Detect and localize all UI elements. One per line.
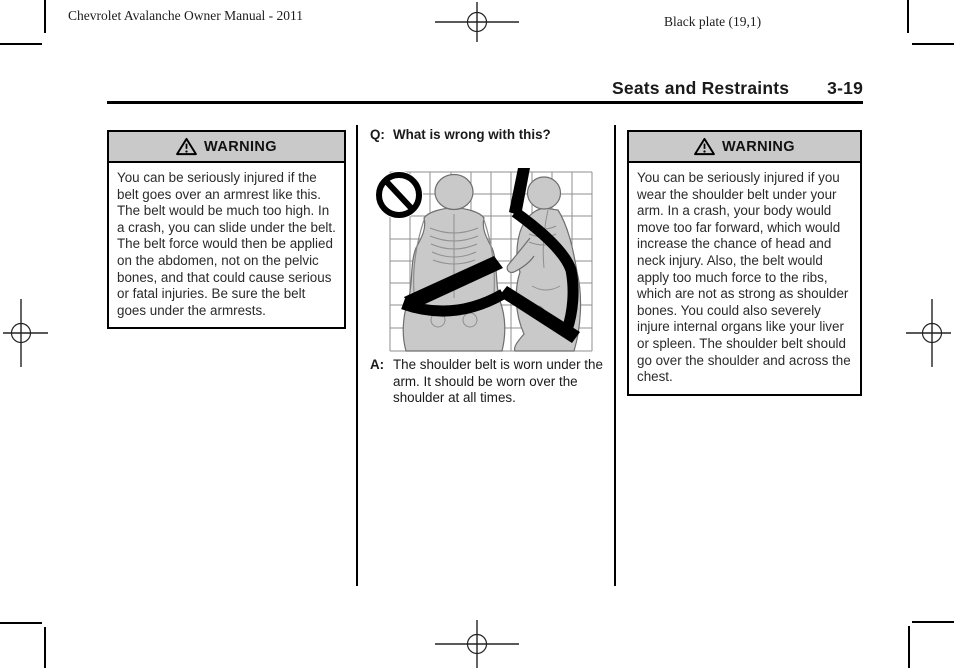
- crop-mark-top-left-v: [44, 0, 46, 33]
- warning-triangle-icon: [694, 137, 715, 156]
- registration-mark-bottom-center-icon: [435, 620, 519, 668]
- warning-triangle-icon: [176, 137, 197, 156]
- warning-body-text: You can be seriously injured if the belt goes over an armrest like this. The belt would be much too high. In a crash, you can slide under the belt. The belt force would then be applied on the abdomen, not on the pelvic bones, and that could cause serious or fatal injuries. Be sure the belt goes under the armrests.: [117, 170, 336, 318]
- registration-mark-left-middle-icon: [0, 299, 48, 367]
- warning-label: WARNING: [204, 138, 277, 155]
- answer-block: [370, 357, 604, 407]
- header-rule: [107, 101, 863, 104]
- warning-body-text: You can be seriously injured if you wear the shoulder belt under your arm. In a crash, your body would move too far forward, which would increase the chance of head and neck injury. Also, the belt would apply too much force to the ribs, which are not as strong as shoulder bones. You could also severely injure internal organs like your liver or spleen. The shoulder belt should go over the shoulder and across the chest.: [637, 170, 851, 385]
- warning-box-shoulder-belt: [627, 130, 862, 396]
- section-title: Seats and Restraints: [612, 78, 790, 98]
- answer-label: A:: [370, 357, 385, 372]
- warning-box-armrest: [107, 130, 346, 329]
- crop-mark-top-right-v: [907, 0, 909, 33]
- registration-mark-right-middle-icon: [906, 299, 954, 367]
- warning-box-header: [109, 132, 344, 163]
- prohibition-icon: [375, 171, 423, 219]
- crop-mark-top-right-h: [912, 43, 954, 45]
- question-label: Q:: [370, 127, 385, 142]
- running-header: [107, 78, 863, 99]
- column-divider-right: [614, 125, 616, 586]
- crop-mark-bottom-right-v: [908, 626, 910, 668]
- slug-plate-info: Black plate (19,1): [664, 14, 762, 29]
- question-block: [370, 127, 604, 144]
- crop-mark-bottom-left-v: [44, 627, 46, 668]
- warning-label: WARNING: [722, 138, 795, 155]
- crop-mark-bottom-left-h: [0, 622, 42, 624]
- crop-mark-bottom-right-h: [912, 621, 954, 623]
- answer-text: The shoulder belt is worn under the arm. It should be worn over the shoulder at all times.: [393, 357, 603, 406]
- registration-mark-top-center-icon: [435, 2, 519, 42]
- slug-manual-title: Chevrolet Avalanche Owner Manual - 2011: [68, 8, 304, 23]
- warning-box-header: [629, 132, 860, 163]
- column-divider-left: [356, 125, 358, 586]
- shoulder-belt-under-arm-illustration: [372, 168, 597, 354]
- crop-mark-top-left-h: [0, 43, 42, 45]
- question-text: What is wrong with this?: [393, 127, 551, 142]
- page-number: 3-19: [827, 78, 863, 98]
